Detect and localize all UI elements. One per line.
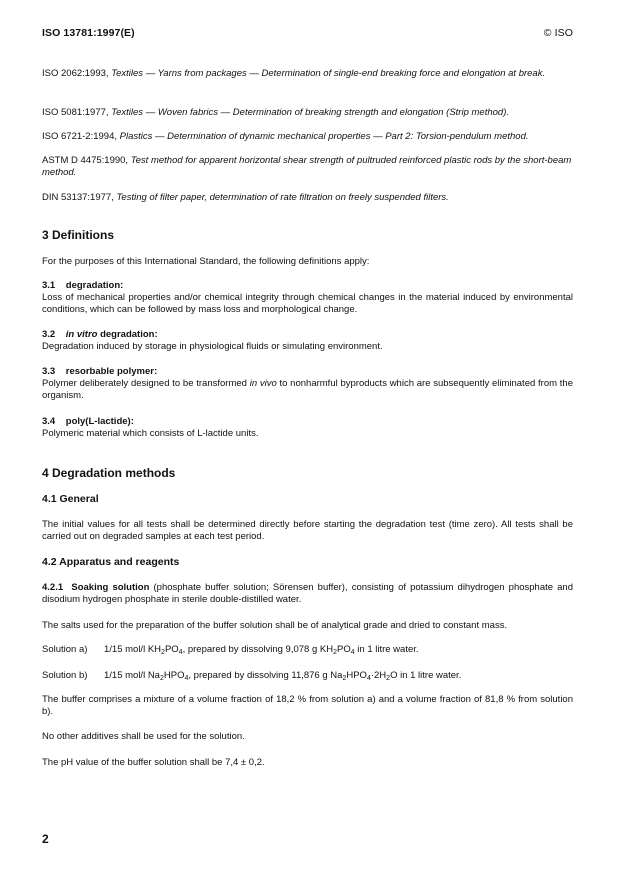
salts-text: The salts used for the preparation of the buffer solution shall be of analytical grade and dried to constant mass. — [42, 620, 508, 631]
general-text: The initial values for all tests shall be determined directly before starting the degradation test (time zero). All tests shall be carried out on degraded samples at each test period. — [42, 519, 573, 542]
page-number: 2 — [42, 832, 49, 846]
definition-3-1: 3.1 degradation: Loss of mechanical properties and/or chemical integrity through chemical changes in the material induced by environmental conditions, which can be followed by mass loss and morphological change. — [42, 280, 573, 315]
reference-item: ASTM D 4475:1990, Test method for apparent horizontal shear strength of pultruded reinforced plastic rods by the short-beam method. — [42, 155, 572, 178]
additives-text: No other additives shall be used for the solution. — [42, 731, 245, 742]
definitions-intro: For the purposes of this International Standard, the following definitions apply: — [42, 256, 370, 267]
subsection-heading-general: 4.1 General — [42, 493, 99, 505]
reference-item: ISO 6721-2:1994, Plastics — Determination of dynamic mechanical properties — Part 2: Torsion-pendulum method. — [42, 131, 529, 142]
definition-3-3: 3.3 resorbable polymer: Polymer deliberately designed to be transformed in vivo to nonharmful byproducts which are subsequently eliminated from the organism. — [42, 366, 573, 401]
definition-3-2: 3.2 in vitro degradation: Degradation induced by storage in physiological fluids or simulating environment. — [42, 329, 383, 352]
solution-b: Solution b) 1/15 mol/l $Na_2HPO_4$, prepared by dissolving 11,876 g $Na_2HPO_4\cdot 2H_2O$ in 1 litre water. — [42, 670, 462, 682]
iso-copyright: © ISO — [543, 27, 573, 39]
ph-text: The pH value of the buffer solution shall be 7,4 ± 0,2. — [42, 757, 265, 768]
reference-item: ISO 2062:1993, Textiles — Yarns from packages — Determination of single-end breaking force and elongation at break. — [42, 68, 546, 79]
reference-item: ISO 5081:1977, Textiles — Woven fabrics — Determination of breaking strength and elongation (Strip method). — [42, 107, 509, 118]
document-id: ISO 13781:1997(E) — [42, 27, 135, 39]
soaking-solution-item: 4.2.1 Soaking solution (phosphate buffer solution; Sörensen buffer), consisting of potassium dihydrogen phosphate and disodium hydrogen phosphate in sterile double-distilled water. — [42, 582, 573, 605]
solution-a: Solution a) 1/15 mol/l $KH_2PO_4$, prepared by dissolving 9,078 g $KH_2PO_4$ in 1 litre water. — [42, 644, 419, 656]
subsection-heading-apparatus: 4.2 Apparatus and reagents — [42, 556, 180, 568]
reference-item: DIN 53137:1977, Testing of filter paper, determination of rate filtration on freely suspended filters. — [42, 192, 449, 203]
buffer-text: The buffer comprises a mixture of a volume fraction of 18,2 % from solution a) and a volume fraction of 81,8 % from solution b). — [42, 694, 573, 717]
definition-3-4: 3.4 poly(L-lactide): Polymeric material which consists of L-lactide units. — [42, 416, 259, 439]
section-heading-degradation-methods: 4 Degradation methods — [42, 466, 176, 480]
section-heading-definitions: 3 Definitions — [42, 228, 115, 242]
